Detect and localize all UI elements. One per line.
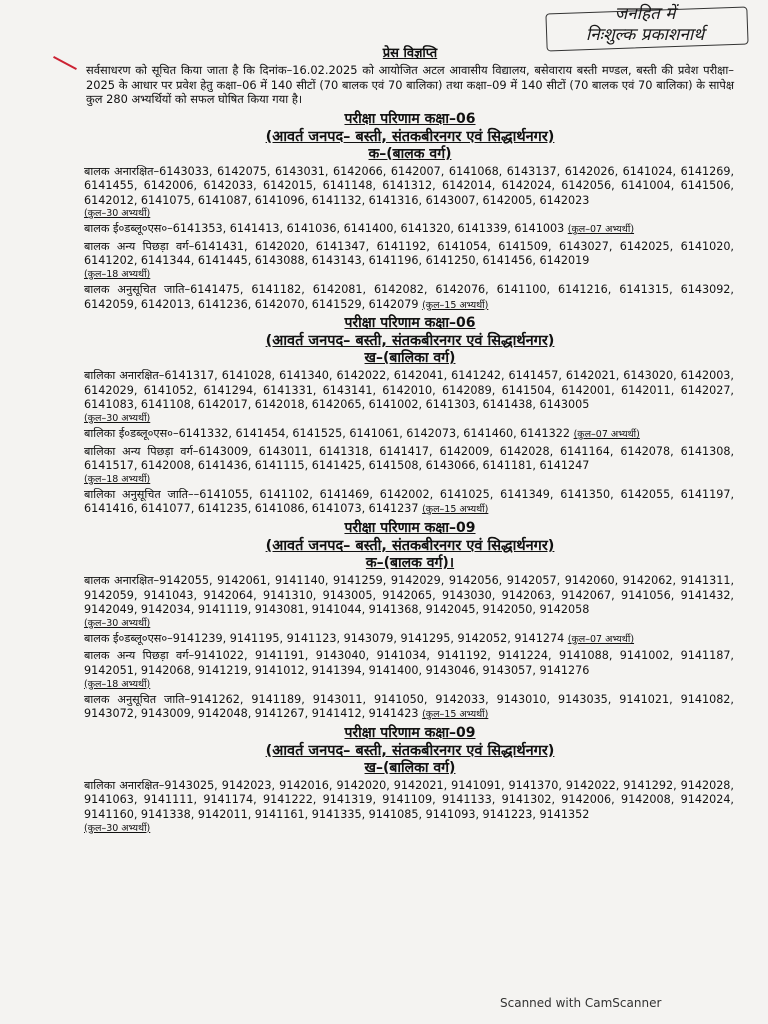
candidate-count: (कुल–07 अभ्यर्थी)	[573, 429, 640, 441]
result-section	[86, 520, 734, 723]
result-section	[86, 725, 734, 835]
section-districts: (आवर्त जनपद– बस्ती, संतकबीरनगर एवं सिद्धार्थनगर)	[265, 333, 555, 350]
press-release-title: प्रेस विज्ञप्ति	[382, 46, 438, 61]
section-heading: परीक्षा परिणाम कक्षा–06	[344, 315, 476, 332]
candidate-count: (कुल–18 अभ्यर्थी)	[84, 473, 151, 485]
category-label: बालक अन्य पिछड़ा वर्ग–	[84, 239, 195, 253]
roll-numbers: 9141262, 9141189, 9143011, 9141050, 9142033, 9143010, 9143035, 9141021, 9141082, 9143072, 9143009, 9142048, 9141267, 9141412, 9141423	[84, 692, 734, 721]
section-districts: (आवर्त जनपद– बस्ती, संतकबीरनगर एवं सिद्धार्थनगर)	[265, 742, 555, 759]
result-sections	[86, 111, 734, 835]
category-label: बालिका अनुसूचित जाति––	[84, 487, 200, 501]
candidate-count: (कुल–18 अभ्यर्थी)	[84, 269, 151, 281]
category-label: बालक ई०डब्लू०एस०–	[84, 222, 173, 236]
section-category: ख–(बालिका वर्ग)	[364, 759, 456, 776]
result-entry	[84, 649, 734, 690]
category-label: बालिका ई०डब्लू०एस०–	[84, 427, 179, 441]
category-label: बालक अनुसूचित जाति–	[84, 692, 191, 706]
section-heading: परीक्षा परिणाम कक्षा–09	[344, 724, 476, 741]
candidate-count: (कुल–07 अभ्यर्थी)	[567, 224, 635, 236]
result-entry	[84, 222, 734, 238]
result-entry	[84, 693, 734, 723]
stamp-line-2: निःशुल्क प्रकाशनार्थ	[585, 25, 705, 45]
result-entry	[84, 427, 734, 443]
section-districts: (आवर्त जनपद– बस्ती, संतकबीरनगर एवं सिद्धार्थनगर)	[265, 128, 555, 145]
candidate-count: (कुल–15 अभ्यर्थी)	[422, 709, 489, 721]
section-heading: परीक्षा परिणाम कक्षा–06	[344, 110, 476, 127]
stamp-line-1: जनहित में	[614, 4, 676, 24]
intro-paragraph: सर्वसाधरण को सूचित किया जाता है कि दिनांक–16.02.2025 को आयोजित अटल आवासीय विद्यालय, बसेवाराय बस्ती मण्डल, बस्ती की प्रवेश परीक्षा–2025 के आधार पर प्रवेश हेतु कक्षा–06 में 140 सीटों (70 बालक एवं 70 बालिका) तथा कक्षा–09 में 140 सीटों (70 बालक एवं 70 बालिका) के सापेक्ष कुल 280 अभ्यर्थियों को सफल घोषित किया गया है।	[86, 63, 734, 106]
category-label: बालिका अन्य पिछड़ा वर्ग–	[84, 444, 199, 458]
candidate-count: (कुल–30 अभ्यर्थी)	[84, 822, 151, 834]
result-entry	[84, 369, 734, 425]
scanner-watermark: Scanned with CamScanner	[500, 996, 662, 1010]
section-districts: (आवर्त जनपद– बस्ती, संतकबीरनगर एवं सिद्धार्थनगर)	[265, 538, 555, 554]
roll-numbers: 6141332, 6141454, 6141525, 6141061, 6142073, 6141460, 6141322	[178, 427, 571, 441]
press-release-body	[86, 46, 734, 837]
roll-numbers: 9143025, 9142023, 9142016, 9142020, 9142021, 9141091, 9141370, 9142022, 9141292, 9142028, 9141063, 9141111, 9141174, 9141222, 9141319, 9141109, 9141133, 9141302, 9142006, 9142008, 9142024, 9141160, 9141338, 9142011, 9141161, 9141335, 9141085, 9141093, 9141223, 9141352	[84, 778, 734, 821]
roll-numbers: 9142055, 9142061, 9141140, 9141259, 9142029, 9142056, 9142057, 9142060, 9142062, 9141311, 9142059, 9141043, 9142064, 9141310, 9143005, 9142065, 9143030, 9142063, 9142067, 9141056, 9141432, 9142049, 9142034, 9141119, 9143081, 9141044, 9141368, 9142045, 9142050, 9142058	[84, 574, 734, 617]
section-category: क–(बालक वर्ग)।	[365, 555, 455, 571]
result-entry	[84, 240, 734, 281]
result-entry	[84, 283, 734, 313]
section-category: ख–(बालिका वर्ग)	[364, 350, 456, 367]
roll-numbers: 6143033, 6142075, 6143031, 6142066, 6142007, 6141068, 6143137, 6142026, 6141024, 6141269, 6141455, 6142006, 6142033, 6142015, 6141148, 6141312, 6142014, 6142024, 6142056, 6141004, 6141506, 6142012, 6141075, 6141087, 6141096, 6141132, 6141316, 6143007, 6142005, 6142023	[84, 164, 734, 207]
roll-numbers: 6141353, 6141413, 6141036, 6141400, 6141320, 6141339, 6141003	[172, 222, 565, 236]
result-section	[86, 111, 734, 314]
candidate-count: (कुल–30 अभ्यर्थी)	[84, 208, 151, 220]
candidate-count: (कुल–18 अभ्यर्थी)	[84, 678, 151, 690]
result-entry	[84, 445, 734, 486]
result-entry	[84, 632, 734, 648]
section-category: क–(बालक वर्ग)	[368, 145, 452, 162]
category-label: बालिका अनारक्षित–	[84, 778, 165, 792]
red-pen-mark	[53, 56, 77, 70]
roll-numbers: 6141431, 6142020, 6141347, 6141192, 6141054, 6141509, 6143027, 6142025, 6141020, 6141202, 6141344, 6141445, 6143088, 6143143, 6141196, 6141250, 6141456, 6142019	[84, 239, 734, 268]
category-label: बालक ई०डब्लू०एस०–	[84, 631, 173, 645]
candidate-count: (कुल–30 अभ्यर्थी)	[84, 413, 151, 425]
category-label: बालक अनारक्षित–	[84, 574, 160, 587]
roll-numbers: 6143009, 6143011, 6141318, 6141417, 6142009, 6142028, 6141164, 6142078, 6141308, 6141517, 6142008, 6141436, 6141115, 6141425, 6141508, 6143066, 6141181, 6141247	[84, 444, 734, 473]
roll-numbers: 6141317, 6141028, 6141340, 6142022, 6142041, 6141242, 6141457, 6142021, 6143020, 6142003, 6142029, 6141052, 6141294, 6141331, 6143141, 6142010, 6142089, 6141504, 6142001, 6142011, 6142027, 6141083, 6141108, 6142017, 6142018, 6142065, 6141002, 6141303, 6141438, 6143005	[84, 369, 734, 412]
category-label: बालक अनुसूचित जाति–	[84, 283, 191, 297]
result-entry	[84, 488, 734, 518]
result-section	[86, 315, 734, 518]
roll-numbers: 6141475, 6141182, 6142081, 6142082, 6142076, 6141100, 6141216, 6141315, 6143092, 6142059, 6142013, 6141236, 6142070, 6141529, 6142079	[84, 283, 734, 311]
roll-numbers: 6141055, 6141102, 6141469, 6142002, 6141025, 6141349, 6141350, 6142055, 6141197, 6141416, 6141077, 6141235, 6141086, 6141073, 6141237	[84, 487, 734, 516]
category-label: बालक अन्य पिछड़ा वर्ग–	[84, 649, 195, 663]
section-heading: परीक्षा परिणाम कक्षा–09	[344, 520, 476, 536]
result-entry	[84, 779, 734, 835]
roll-numbers: 9141239, 9141195, 9141123, 9143079, 9141295, 9142052, 9141274	[172, 631, 565, 645]
roll-numbers: 9141022, 9141191, 9143040, 9141034, 9141192, 9141224, 9141088, 9141002, 9141187, 9142051, 9142068, 9141219, 9141012, 9141394, 9141400, 9143046, 9143057, 9141276	[84, 649, 734, 677]
result-entry	[84, 574, 734, 630]
category-label: बालक अनारक्षित–	[84, 164, 160, 178]
candidate-count: (कुल–15 अभ्यर्थी)	[422, 504, 489, 516]
candidate-count: (कुल–15 अभ्यर्थी)	[422, 299, 489, 311]
candidate-count: (कुल–30 अभ्यर्थी)	[84, 617, 151, 629]
result-entry	[84, 165, 734, 221]
category-label: बालिका अनारक्षित–	[84, 369, 165, 383]
candidate-count: (कुल–07 अभ्यर्थी)	[567, 633, 635, 645]
free-publication-stamp	[540, 4, 750, 48]
